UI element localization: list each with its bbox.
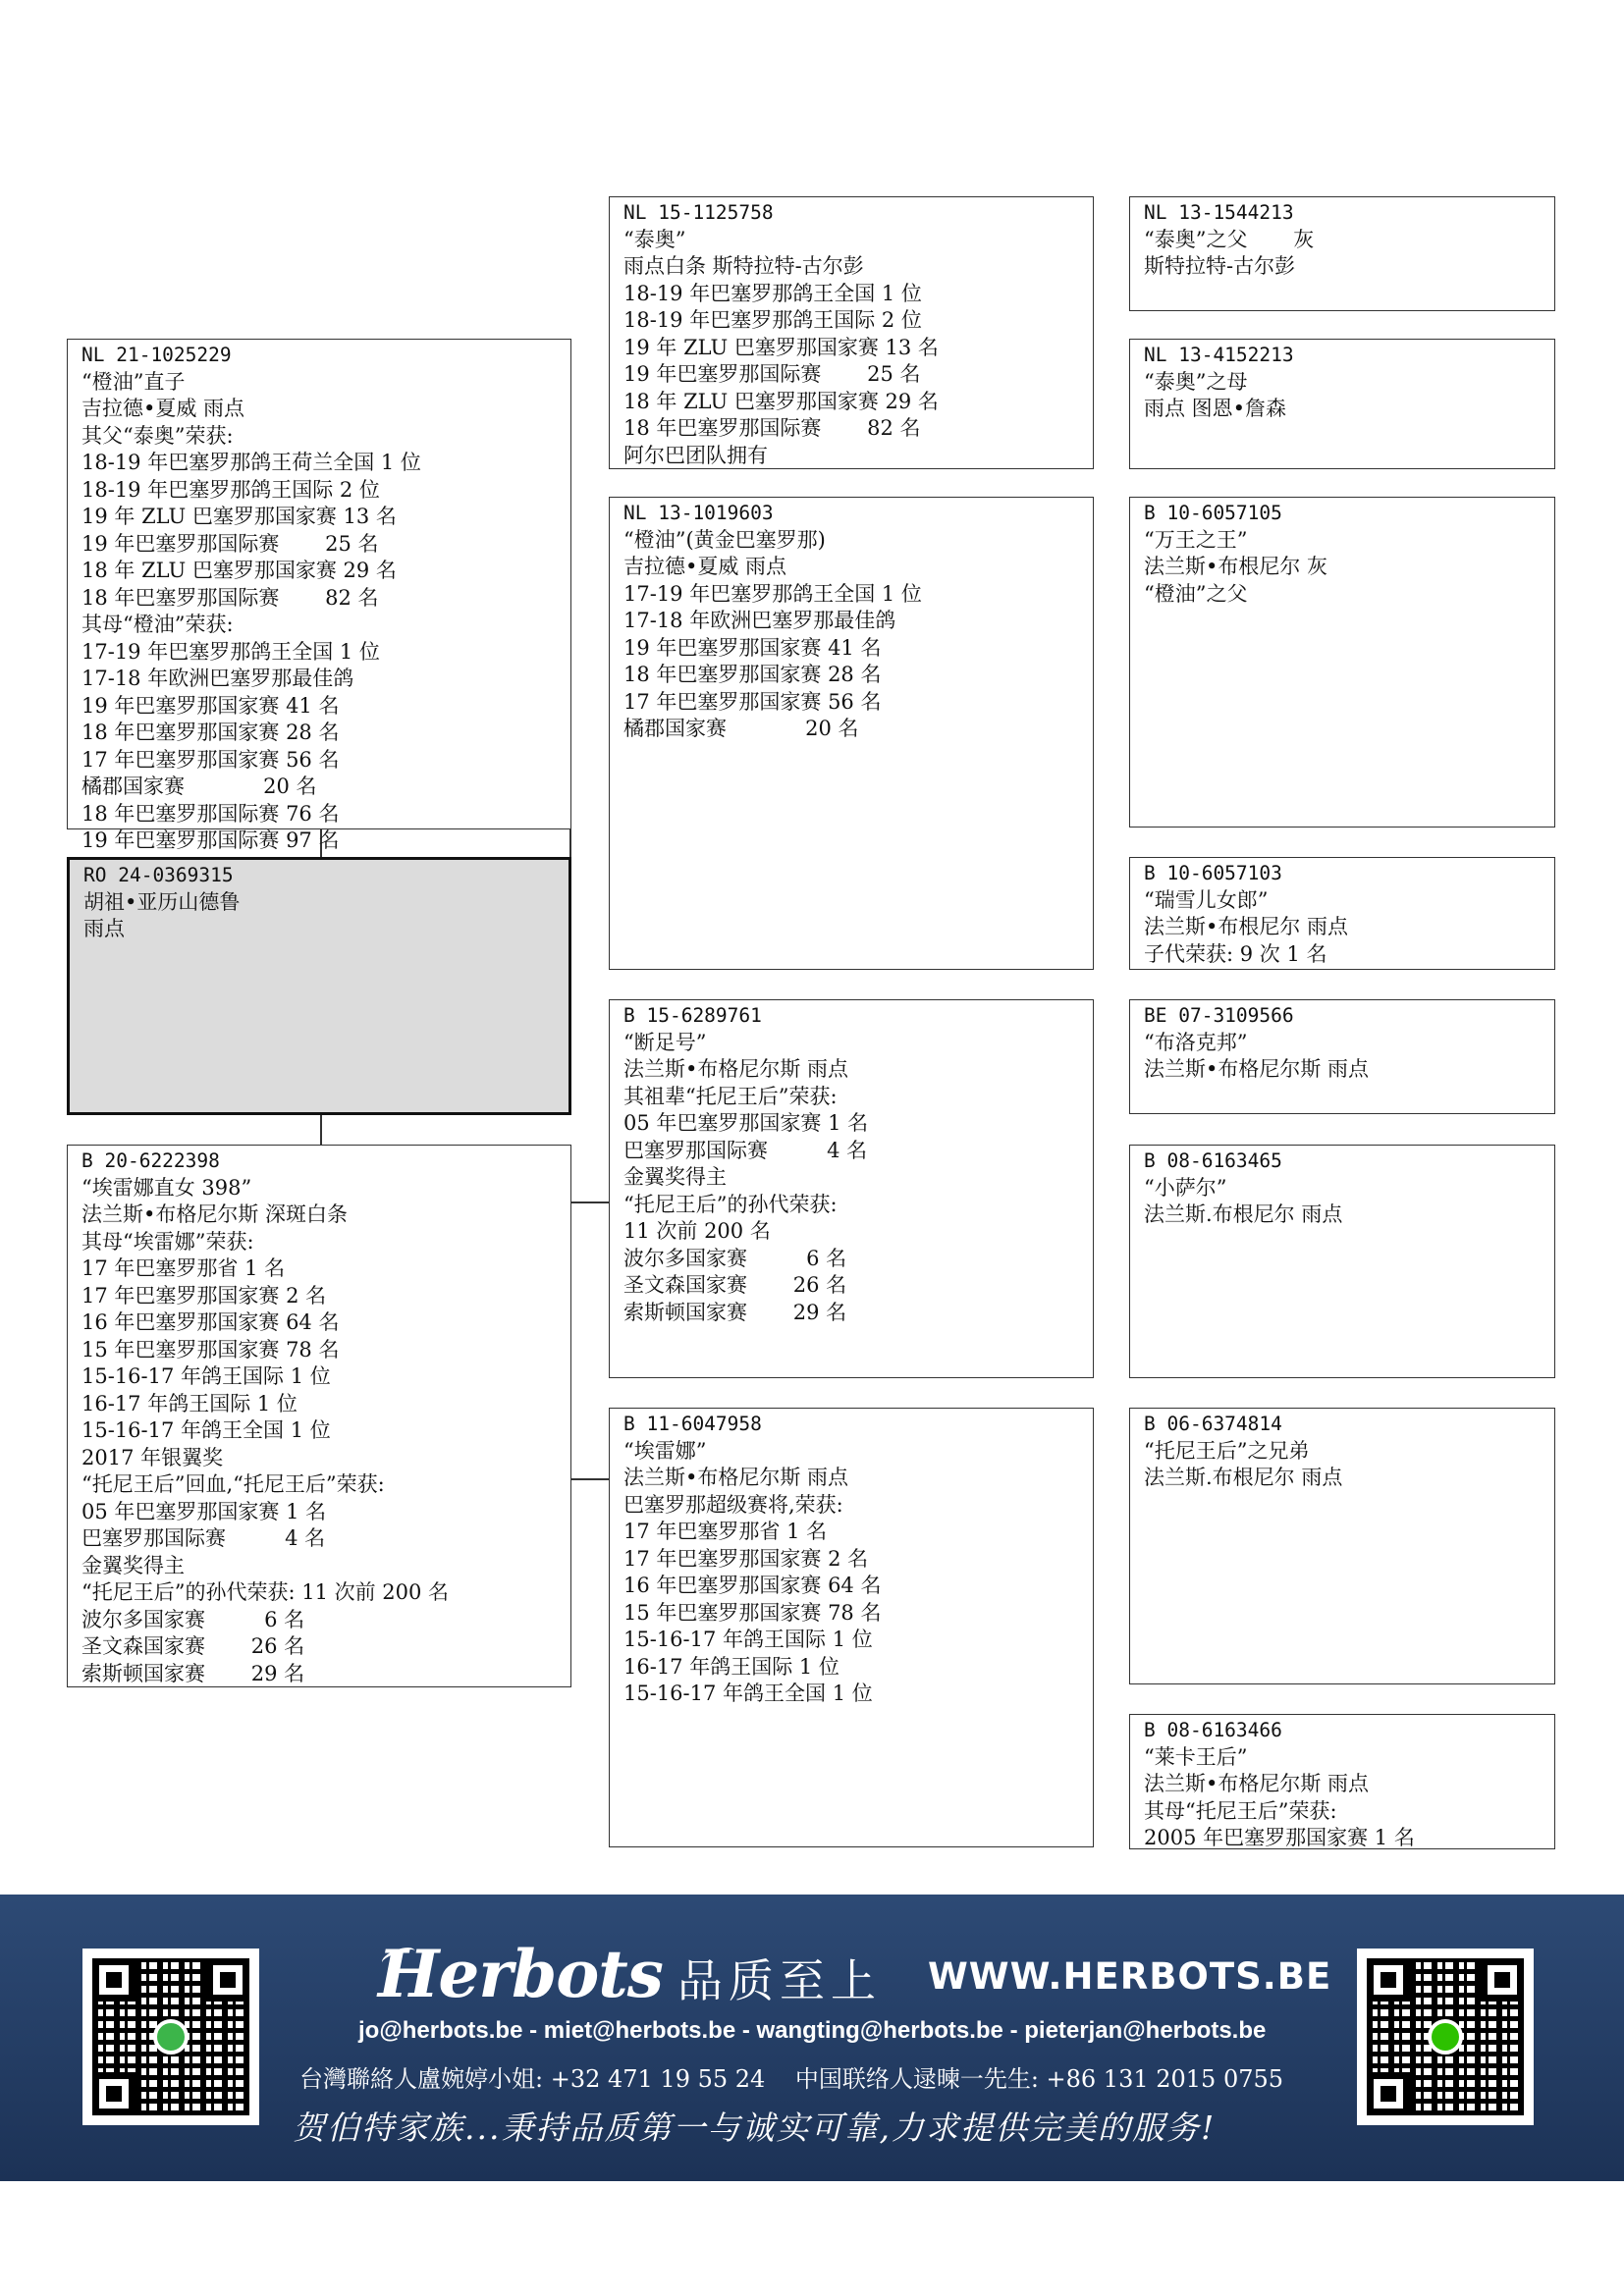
pedigree-line: 19 年 ZLU 巴塞罗那国家赛 13 名 xyxy=(81,505,397,528)
pedigree-line: 吉拉德•夏威 雨点 xyxy=(623,555,787,578)
pedigree-line: 吉拉德•夏威 雨点 xyxy=(81,397,245,420)
pedigree-line: 巴塞罗那超级赛将,荣获: xyxy=(623,1492,843,1517)
pedigree-line: 法兰斯•布格尼尔斯 深斑白条 xyxy=(81,1202,349,1226)
pedigree-line: “小萨尔” xyxy=(1144,1175,1227,1200)
pedigree-line: 法兰斯•布格尼尔斯 雨点 xyxy=(623,1057,849,1081)
pedigree-line: 其父“泰奥”荣获: xyxy=(81,423,234,448)
dam-details xyxy=(81,1175,570,1688)
pedigree-line: 索斯顿国家赛 29 名 xyxy=(623,1300,847,1324)
sds-details xyxy=(1144,527,1554,609)
pedigree-line: 15-16-17 年鸽王国际 1 位 xyxy=(623,1628,873,1651)
pedigree-line: 18 年 ZLU 巴塞罗那国家赛 29 名 xyxy=(81,559,397,582)
pedigree-box-dam-dam xyxy=(609,1408,1094,1847)
ddd-ring-number: B 08-6163466 xyxy=(1144,1719,1282,1741)
pedigree-line: 法兰斯•布格尼尔斯 雨点 xyxy=(1144,1057,1370,1081)
dss-details xyxy=(1144,1030,1554,1084)
pedigree-line: 17-19 年巴塞罗那鸽王全国 1 位 xyxy=(81,639,380,664)
pedigree-line: 11 次前 200 名 xyxy=(623,1219,771,1243)
dd-ring-number: B 11-6047958 xyxy=(623,1413,762,1435)
ddd-details xyxy=(1144,1744,1554,1852)
dss-ring-number: BE 07-3109566 xyxy=(1144,1004,1294,1027)
pedigree-line: 19 年 ZLU 巴塞罗那国家赛 13 名 xyxy=(623,335,939,359)
ds-details xyxy=(623,1030,1093,1327)
pedigree-line: 17-18 年欧洲巴塞罗那最佳鸽 xyxy=(81,667,354,690)
pedigree-line: 18-19 年巴塞罗那鸽王荷兰全国 1 位 xyxy=(81,451,421,474)
email-links[interactable]: jo@herbots.be - miet@herbots.be - wangting@herbots.be - pieterjan@herbots.be xyxy=(358,2017,1267,2044)
pedigree-line: “埃雷娜直女 398” xyxy=(81,1175,252,1200)
pedigree-line: 2017 年银翼奖 xyxy=(81,1445,224,1469)
pedigree-line: 法兰斯.布根尼尔 雨点 xyxy=(1144,1202,1343,1226)
qr-code-line[interactable] xyxy=(82,1949,259,2125)
sdd-details xyxy=(1144,887,1554,969)
pedigree-box-ddd xyxy=(1129,1714,1555,1849)
pedigree-line: 18 年巴塞罗那国家赛 28 名 xyxy=(623,663,882,686)
pedigree-line: 圣文森国家赛 26 名 xyxy=(81,1634,305,1658)
sdd-ring-number: B 10-6057103 xyxy=(1144,862,1282,884)
motto: 贺伯特家族...秉持品质第一与诚实可靠,力求提供完美的服务! xyxy=(293,2109,1217,2147)
pedigree-line: 05 年巴塞罗那国家赛 1 名 xyxy=(623,1111,869,1135)
pedigree-line: 巴塞罗那国际赛 4 名 xyxy=(81,1526,326,1550)
dsd-details xyxy=(1144,1175,1554,1229)
ss-details xyxy=(623,227,1093,470)
pedigree-box-ssd xyxy=(1129,339,1555,469)
pedigree-line: “泰奥” xyxy=(623,227,686,251)
pedigree-line: 19 年巴塞罗那国家赛 41 名 xyxy=(623,635,882,660)
sd-details xyxy=(623,527,1093,743)
pedigree-line: 圣文森国家赛 26 名 xyxy=(623,1273,847,1297)
pedigree-line: 18-19 年巴塞罗那鸽王国际 2 位 xyxy=(81,477,380,502)
ssd-ring-number: NL 13-4152213 xyxy=(1144,344,1294,366)
pedigree-line: “断足号” xyxy=(623,1030,707,1054)
pedigree-line: 橘郡国家赛 20 名 xyxy=(81,774,317,798)
pedigree-line: 18 年巴塞罗那国家赛 28 名 xyxy=(81,721,340,744)
pedigree-line: 15-16-17 年鸽王全国 1 位 xyxy=(623,1682,873,1705)
slogan: 品质至上 xyxy=(677,1954,882,2007)
pedigree-line: 斯特拉特-古尔彭 xyxy=(1144,254,1296,278)
subject-ring-number: RO 24-0369315 xyxy=(83,864,234,886)
brand-logo: Herbots xyxy=(378,1936,663,2012)
pedigree-box-sdd xyxy=(1129,857,1555,970)
pedigree-line: 19 年巴塞罗那国家赛 41 名 xyxy=(81,693,340,718)
pedigree-line: 法兰斯•布根尼尔 灰 xyxy=(1144,555,1328,578)
pedigree-line: 索斯顿国家赛 29 名 xyxy=(81,1661,305,1685)
pedigree-line: 雨点 xyxy=(83,917,125,940)
pedigree-line: 19 年巴塞罗那国际赛 25 名 xyxy=(81,531,379,556)
pedigree-line: 法兰斯•布根尼尔 雨点 xyxy=(1144,915,1349,938)
pedigree-line: 17 年巴塞罗那国家赛 2 名 xyxy=(81,1283,327,1308)
pedigree-line: 法兰斯.布根尼尔 雨点 xyxy=(1144,1466,1343,1489)
pedigree-line: 18 年 ZLU 巴塞罗那国家赛 29 名 xyxy=(623,389,939,413)
pedigree-line: 金翼奖得主 xyxy=(81,1553,185,1577)
pedigree-line: 法兰斯•布格尼尔斯 雨点 xyxy=(1144,1772,1370,1795)
pedigree-line: “托尼王后”回血,“托尼王后”荣获: xyxy=(81,1472,385,1496)
pedigree-box-dsd xyxy=(1129,1145,1555,1378)
pedigree-line: 其母“埃雷娜”荣获: xyxy=(81,1229,254,1254)
pedigree-line: 15 年巴塞罗那国家赛 78 名 xyxy=(623,1600,882,1625)
pedigree-line: “泰奥”之父 灰 xyxy=(1144,227,1315,251)
pedigree-box-sire-dam xyxy=(609,497,1094,970)
pedigree-line: “托尼王后”之兄弟 xyxy=(1144,1438,1310,1463)
dam-ring-number: B 20-6222398 xyxy=(81,1149,220,1172)
dds-details xyxy=(1144,1438,1554,1492)
pedigree-line: 17-19 年巴塞罗那鸽王全国 1 位 xyxy=(623,581,922,606)
pedigree-line: 雨点白条 斯特拉特-古尔彭 xyxy=(623,254,864,278)
pedigree-line: 18-19 年巴塞罗那鸽王国际 2 位 xyxy=(623,308,922,332)
pedigree-line: “橙油”直子 xyxy=(81,369,186,394)
website-link[interactable]: WWW.HERBOTS.BE xyxy=(928,1955,1332,1998)
pedigree-line: 17 年巴塞罗那国家赛 56 名 xyxy=(81,747,340,772)
pedigree-box-dam xyxy=(67,1145,571,1687)
sds-ring-number: B 10-6057105 xyxy=(1144,502,1282,524)
pedigree-line: 其母“橙油”荣获: xyxy=(81,613,234,636)
pedigree-line: “莱卡王后” xyxy=(1144,1744,1248,1769)
pedigree-line: “埃雷娜” xyxy=(623,1438,707,1463)
pedigree-line: “托尼王后”的孙代荣获: 11 次前 200 名 xyxy=(81,1580,450,1604)
ssd-details xyxy=(1144,369,1554,423)
sss-details xyxy=(1144,227,1554,281)
pedigree-line: 巴塞罗那国际赛 4 名 xyxy=(623,1138,868,1162)
pedigree-line: 15-16-17 年鸽王全国 1 位 xyxy=(81,1418,331,1442)
pedigree-line: “瑞雪儿女郎” xyxy=(1144,887,1269,912)
sss-ring-number: NL 13-1544213 xyxy=(1144,201,1294,224)
pedigree-line: 17 年巴塞罗那国家赛 2 名 xyxy=(623,1546,869,1571)
sire-ring-number: NL 21-1025229 xyxy=(81,344,232,366)
sd-ring-number: NL 13-1019603 xyxy=(623,502,774,524)
line-icon xyxy=(153,2019,189,2055)
pedigree-line: 15 年巴塞罗那国家赛 78 名 xyxy=(81,1337,340,1362)
dd-details xyxy=(623,1438,1093,1708)
pedigree-line: 其母“托尼王后”荣获: xyxy=(1144,1798,1337,1823)
pedigree-line: 其祖辈“托尼王后”荣获: xyxy=(623,1084,838,1108)
pedigree-line: “泰奥”之母 xyxy=(1144,369,1248,394)
pedigree-line: 18 年巴塞罗那国际赛 76 名 xyxy=(81,801,340,826)
pedigree-line: 16 年巴塞罗那国家赛 64 名 xyxy=(623,1574,882,1597)
pedigree-line: 18 年巴塞罗那国际赛 82 名 xyxy=(623,416,921,440)
pedigree-line: 17 年巴塞罗那省 1 名 xyxy=(623,1520,828,1543)
pedigree-box-sire xyxy=(67,339,571,852)
sire-details xyxy=(81,369,570,855)
pedigree-line: “橙油”(黄金巴塞罗那) xyxy=(623,527,826,552)
pedigree-line: 波尔多国家赛 6 名 xyxy=(81,1607,305,1631)
pedigree-box-dam-sire xyxy=(609,999,1094,1378)
pedigree-box-dds xyxy=(1129,1408,1555,1684)
pedigree-line: 05 年巴塞罗那国家赛 1 名 xyxy=(81,1499,327,1523)
pedigree-line: 阿尔巴团队拥有 xyxy=(623,443,768,467)
pedigree-line: 16-17 年鸽王国际 1 位 xyxy=(81,1391,298,1415)
pedigree-line: 17 年巴塞罗那国家赛 56 名 xyxy=(623,689,882,714)
dds-ring-number: B 06-6374814 xyxy=(1144,1413,1282,1435)
ds-ring-number: B 15-6289761 xyxy=(623,1004,762,1027)
pedigree-box-sds xyxy=(1129,497,1555,828)
dsd-ring-number: B 08-6163465 xyxy=(1144,1149,1282,1172)
subject-details xyxy=(83,889,568,943)
footer-banner xyxy=(0,1895,1624,2181)
pedigree-line: 波尔多国家赛 6 名 xyxy=(623,1246,847,1270)
pedigree-box-sire-sire xyxy=(609,196,1094,469)
wechat-icon xyxy=(1428,2019,1463,2055)
pedigree-box-sss xyxy=(1129,196,1555,311)
pedigree-line: 18-19 年巴塞罗那鸽王全国 1 位 xyxy=(623,281,922,305)
pedigree-line: 橘郡国家赛 20 名 xyxy=(623,717,859,740)
pedigree-line: “托尼王后”的孙代荣获: xyxy=(623,1192,838,1216)
contact-phones: 台灣聯絡人盧婉婷小姐: +32 471 19 55 24 中国联络人逯暕一先生: +86 131 2015 0755 xyxy=(299,2065,1284,2093)
pedigree-line: 法兰斯•布格尼尔斯 雨点 xyxy=(623,1466,849,1489)
pedigree-line: 16-17 年鸽王国际 1 位 xyxy=(623,1654,839,1679)
pedigree-line: “万王之王” xyxy=(1144,527,1248,552)
pedigree-line: 金翼奖得主 xyxy=(623,1165,727,1189)
pedigree-line: 17-18 年欧洲巴塞罗那最佳鸽 xyxy=(623,609,896,632)
ss-ring-number: NL 15-1125758 xyxy=(623,201,774,224)
pedigree-box-dss xyxy=(1129,999,1555,1114)
pedigree-box-subject xyxy=(67,857,571,1115)
pedigree-line: 胡祖•亚历山德鲁 xyxy=(83,889,241,914)
pedigree-line: 19 年巴塞罗那国际赛 97 名 xyxy=(81,828,340,852)
pedigree-line: 15-16-17 年鸽王国际 1 位 xyxy=(81,1364,331,1388)
pedigree-line: “布洛克邦” xyxy=(1144,1030,1248,1054)
pedigree-line: 雨点 图恩•詹森 xyxy=(1144,397,1287,420)
pedigree-line: 16 年巴塞罗那国家赛 64 名 xyxy=(81,1310,340,1334)
qr-code-wechat[interactable] xyxy=(1357,1949,1534,2125)
pedigree-line: “橙油”之父 xyxy=(1144,581,1248,606)
pedigree-line: 2005 年巴塞罗那国家赛 1 名 xyxy=(1144,1826,1415,1849)
pedigree-line: 19 年巴塞罗那国际赛 25 名 xyxy=(623,362,921,386)
pedigree-line: 18 年巴塞罗那国际赛 82 名 xyxy=(81,585,379,610)
pedigree-line: 17 年巴塞罗那省 1 名 xyxy=(81,1256,286,1280)
pedigree-line: 子代荣获: 9 次 1 名 xyxy=(1144,941,1327,966)
